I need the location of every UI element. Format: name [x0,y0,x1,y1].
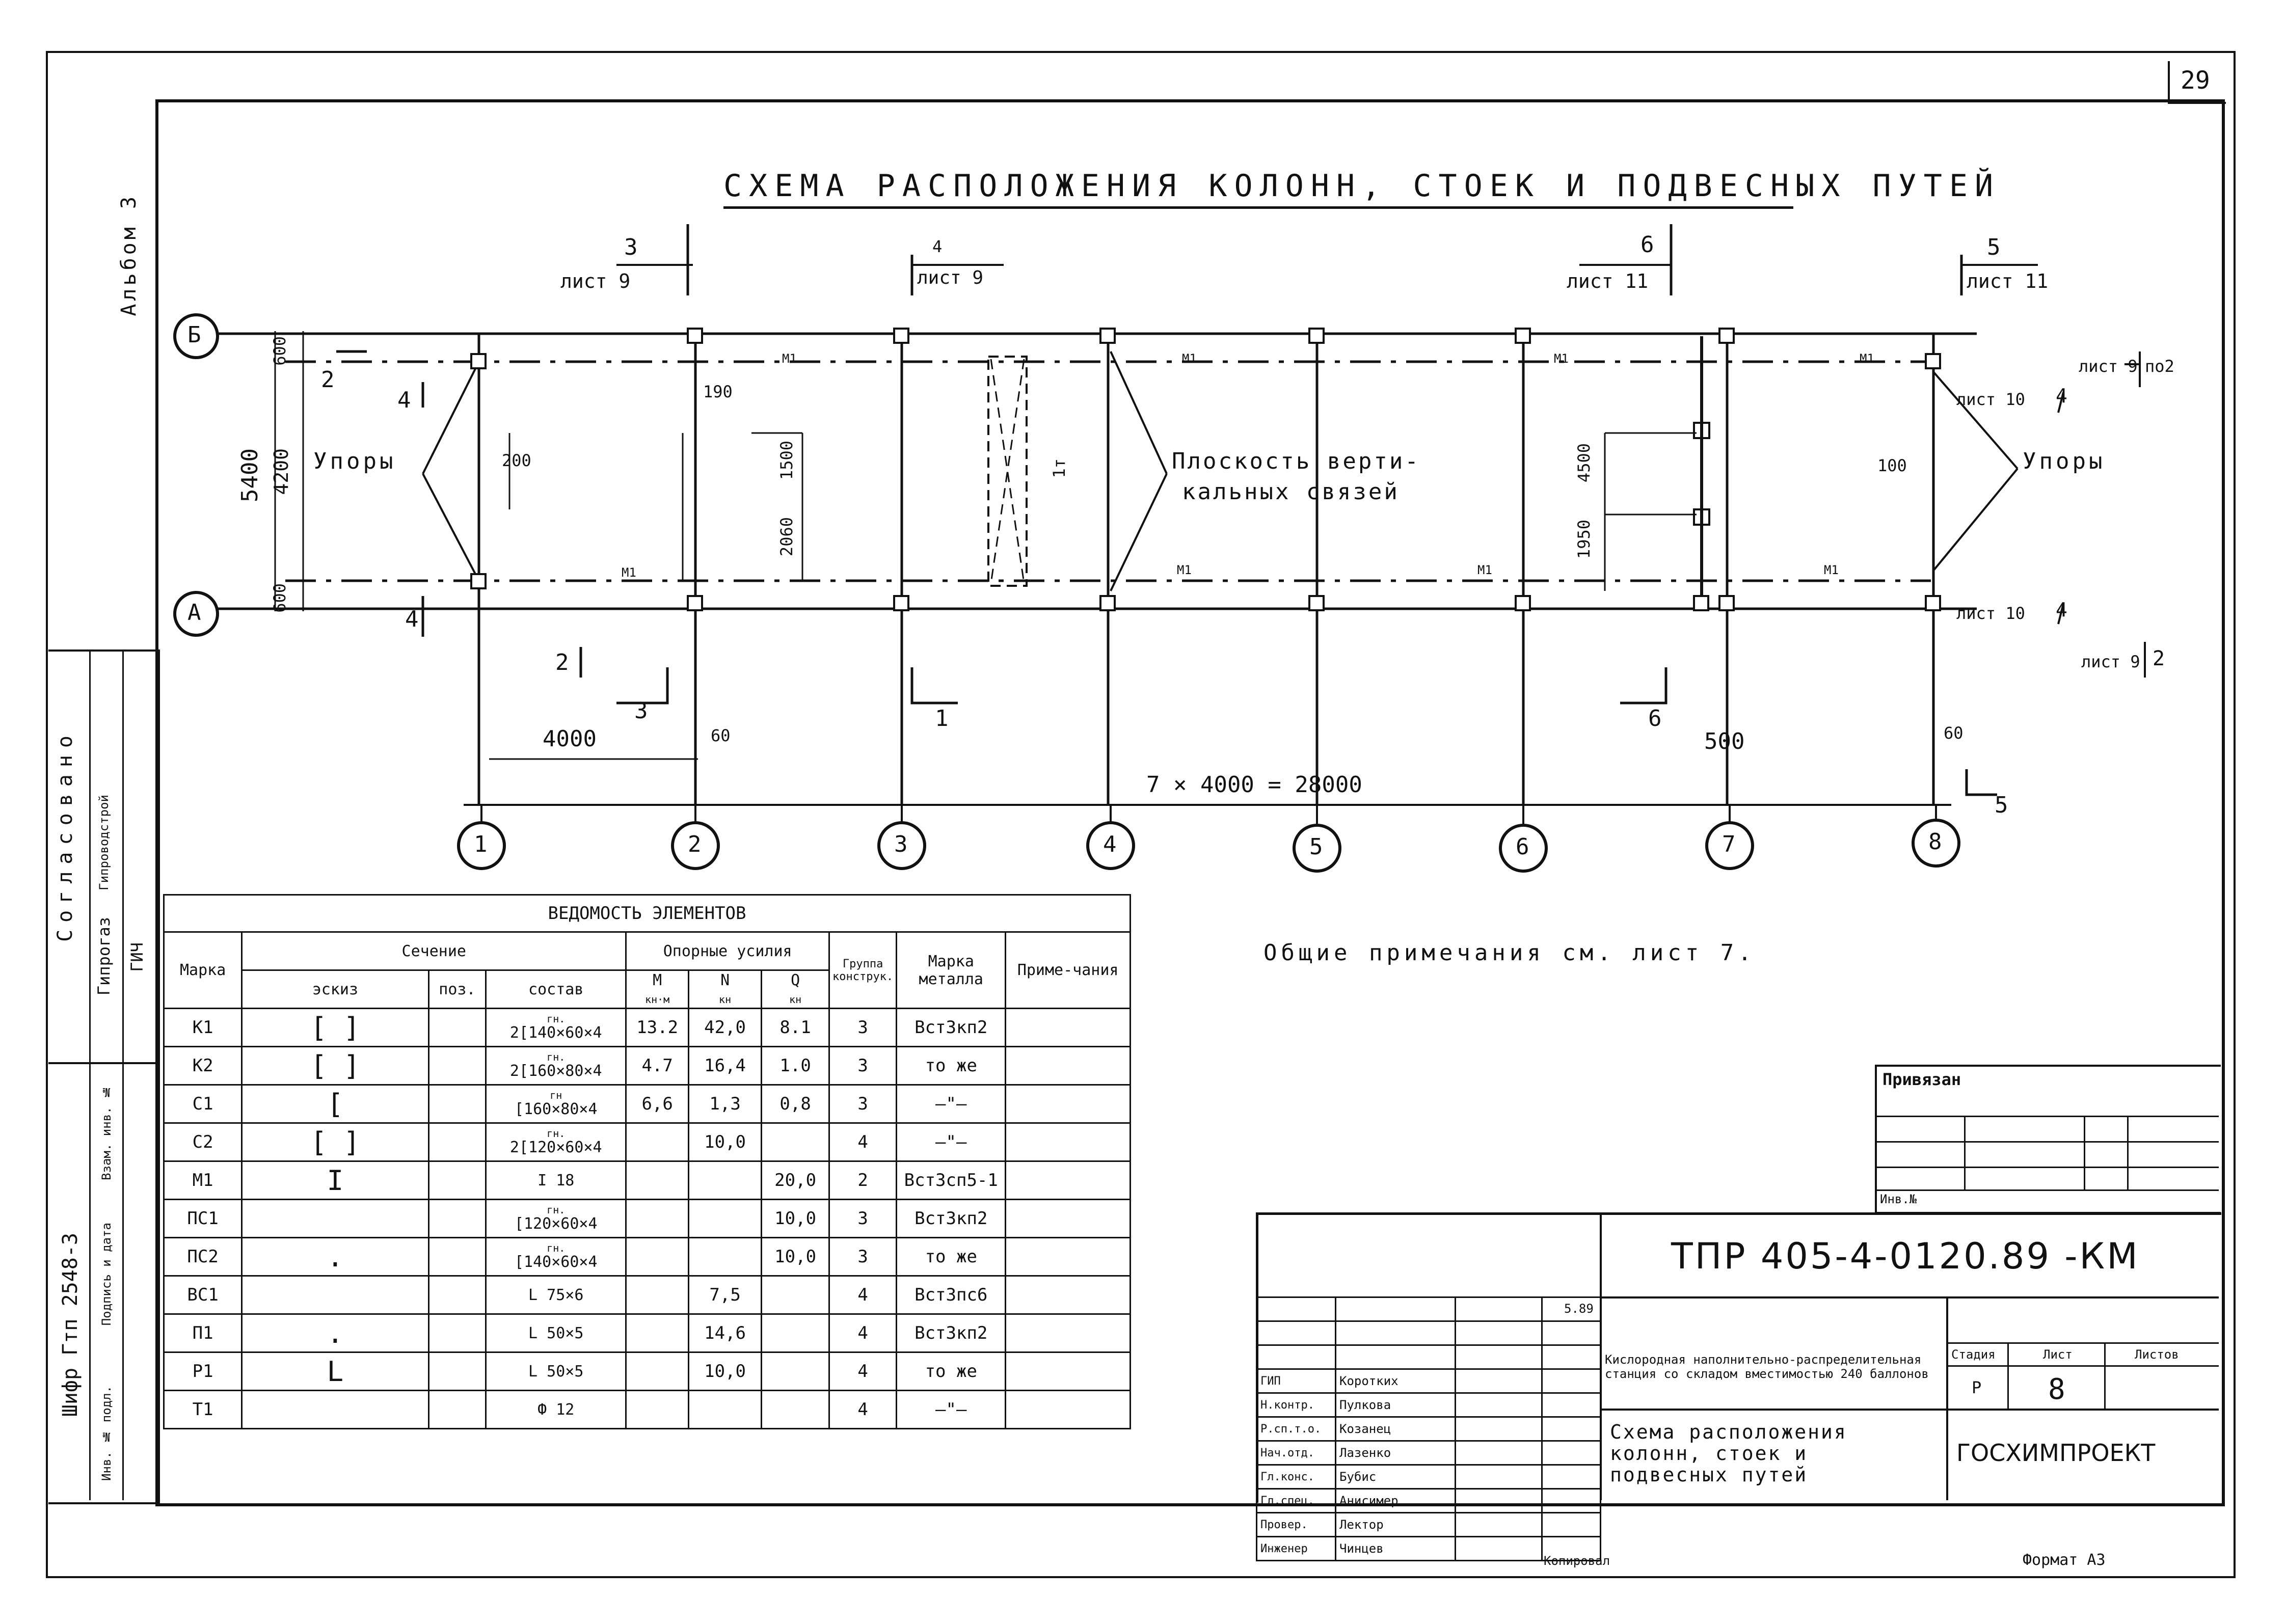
cell-n: 14,6 [689,1314,762,1352]
dim-600-top: 600 [270,336,289,366]
drawing-title: СХЕМА РАСПОЛОЖЕНИЯ КОЛОНН, СТОЕК И ПОДВЕСНЫХ ПУТЕЙ [723,168,2001,204]
cell-metal: Вст3сп5-1 [897,1161,1006,1200]
cell-g: 3 [829,1238,897,1276]
cell-metal: —"— [897,1391,1006,1429]
axis-number-1: 1 [474,831,488,857]
section-label-4-top: 4 [397,387,411,413]
cell-note [1006,1238,1131,1276]
section-sketch-icon: [ [242,1085,428,1123]
table-row [164,1352,1131,1391]
axis-number-6: 6 [1516,834,1529,860]
cell-q: 1.0 [762,1047,829,1085]
ref-4-top: 4 [2056,385,2067,407]
agreed-row-2: Гипроводстрой [97,795,111,890]
agreed-label: Согласовано [53,728,77,942]
section-label-1t: 1т [1050,458,1069,478]
signature-role: Нач.отд. [1257,1441,1336,1465]
cell-n [689,1161,762,1200]
cell-m [626,1352,689,1391]
axis-number-7: 7 [1722,831,1736,857]
section-mark-6-num: 6 [1640,232,1654,258]
comp-profile-type: гн. [547,1050,566,1063]
axis-number-5: 5 [1309,834,1323,860]
comp-profile: L 50×5 [528,1324,584,1342]
section-label-4-bottom: 4 [405,606,419,632]
cell-metal: то же [897,1352,1006,1391]
signature-mark [1456,1369,1542,1393]
cell-m [626,1391,689,1429]
section-sketch-icon: L [242,1352,428,1391]
signature-name: Лектор [1336,1513,1456,1537]
cell-metal: Вст3кп2 [897,1314,1006,1352]
th-comp: состав [486,970,626,1009]
cell-pos [428,1200,486,1238]
cell-note [1006,1161,1131,1200]
signature-name: Бубис [1336,1465,1456,1489]
comp-profile: 2[140×60×4 [509,1023,602,1042]
signature-empty-row [1257,1297,1601,1321]
cell-comp [486,1352,626,1391]
cell-n [689,1391,762,1429]
dim-500: 500 [1704,728,1745,754]
comp-profile-type: гн. [547,1012,566,1025]
section-mark-3-num: 3 [624,234,638,260]
signature-empty-row [1257,1321,1601,1345]
cell-mark: С2 [164,1123,242,1161]
comp-profile-type: гн. [547,1241,566,1254]
table-row [164,1123,1131,1161]
agreed-row-3: ГИЧ [127,942,147,972]
ref-sheet10-top: лист 10 [1956,390,2025,409]
cell-g: 4 [829,1276,897,1314]
section-label-2-top: 2 [321,367,335,393]
signature-empty-row [1257,1345,1601,1369]
drawing-code-side: Шифр Гтп 2548-3 [59,1233,82,1417]
signature-role: Гл.спец. [1257,1489,1336,1513]
cell-comp [486,1238,626,1276]
th-n: N кн [689,970,762,1009]
dim-span: 7 × 4000 = 28000 [1146,772,1362,798]
drawing-code: ТПР 405-4-0120.89 -КМ [1671,1235,2140,1277]
comp-profile: 2[120×60×4 [509,1138,602,1156]
ref-2: 2 [2153,647,2165,670]
signature-mark [1456,1513,1542,1537]
section-sketch-icon: [ ] [242,1009,428,1047]
general-notes: Общие примечания см. лист 7. [1263,940,1756,966]
comp-profile: 2[160×80×4 [509,1062,602,1080]
cell-g: 3 [829,1047,897,1085]
signature-row [1257,1489,1601,1513]
cell-metal: Вст3кп2 [897,1009,1006,1047]
comp-profile-type: гн [550,1089,562,1101]
cell-q: 0,8 [762,1085,829,1123]
cell-metal: Вст3кп2 [897,1200,1006,1238]
comp-profile-type: гн. [547,1203,566,1216]
ref-4-bottom: 4 [2056,599,2067,621]
stage-header: Стадия [1951,1347,1996,1362]
label-plane-line1: Плоскость верти- [1172,448,1420,474]
signature-role: Н.контр. [1257,1393,1336,1417]
axis-label-b: Б [187,322,201,348]
cell-pos [428,1161,486,1200]
member-mark: М1 [1477,563,1492,577]
cell-comp [486,1085,626,1123]
comp-profile: [160×80×4 [514,1100,598,1118]
th-section: Сечение [242,932,626,970]
cell-comp [486,1123,626,1161]
dim-100: 100 [1877,456,1907,475]
cell-comp [486,1314,626,1352]
cell-mark: М1 [164,1161,242,1200]
comp-profile: L 75×6 [528,1286,584,1304]
member-mark: М1 [782,351,797,366]
member-mark: М1 [622,565,636,580]
section-mark-4-sheet: лист 9 [917,267,984,288]
cell-mark: К1 [164,1009,242,1047]
cell-pos [428,1238,486,1276]
cell-n: 7,5 [689,1276,762,1314]
signature-mark [1456,1417,1542,1441]
section-sketch-icon: . [242,1314,428,1352]
inv-label: Взам. инв. № [99,1085,114,1180]
table-row [164,1009,1131,1047]
signature-row [1257,1369,1601,1393]
cell-note [1006,1391,1131,1429]
cell-note [1006,1276,1131,1314]
cell-q [762,1123,829,1161]
table-row [164,1314,1131,1352]
th-q: Q кн [762,970,829,1009]
member-mark: М1 [1824,563,1839,577]
th-sketch: эскиз [242,970,428,1009]
cell-mark: ПС1 [164,1200,242,1238]
elements-table-title: ВЕДОМОСТЬ ЭЛЕМЕНТОВ [164,895,1131,932]
cell-q: 10,0 [762,1238,829,1276]
th-m: М кн·м [626,970,689,1009]
cell-m [626,1200,689,1238]
ref-po2: по2 [2145,357,2174,376]
cell-mark: П1 [164,1314,242,1352]
cell-comp [486,1047,626,1085]
section-sketch-icon [242,1200,428,1238]
cell-pos [428,1276,486,1314]
cell-n: 10,0 [689,1123,762,1161]
comp-profile-type: гн. [547,1127,566,1140]
cell-metal: то же [897,1238,1006,1276]
signature-row [1257,1393,1601,1417]
cell-n [689,1200,762,1238]
section-label-1: 1 [935,706,949,732]
th-forces: Опорные усилия [626,932,829,970]
table-row [164,1047,1131,1085]
table-row [164,1161,1131,1200]
cell-note [1006,1123,1131,1161]
cell-g: 4 [829,1391,897,1429]
cell-mark: ВС1 [164,1276,242,1314]
section-sketch-icon [242,1276,428,1314]
cell-comp [486,1161,626,1200]
axis-number-2: 2 [688,831,702,857]
cell-pos [428,1009,486,1047]
cell-g: 3 [829,1085,897,1123]
cell-m [626,1276,689,1314]
signature-name: Чинцев [1336,1537,1456,1561]
section-sketch-icon: . [242,1238,428,1276]
comp-profile: Ф 12 [537,1400,575,1419]
cell-g: 3 [829,1009,897,1047]
signature-role: ГИП [1257,1369,1336,1393]
dim-1500: 1500 [777,441,796,480]
stamp-date: 5.89 [1564,1302,1594,1316]
th-metal: Марка металла [897,932,1006,1009]
cell-note [1006,1009,1131,1047]
member-mark: М1 [1177,563,1192,577]
comp-profile: [140×60×4 [514,1253,598,1271]
dim-4500: 4500 [1574,443,1594,483]
cell-q [762,1391,829,1429]
table-row [164,1200,1131,1238]
cell-q [762,1352,829,1391]
cell-n: 16,4 [689,1047,762,1085]
dim-60-right: 60 [1944,723,1964,743]
th-note: Приме-чания [1006,932,1131,1009]
cell-pos [428,1391,486,1429]
cell-note [1006,1047,1131,1085]
cell-mark: ПС2 [164,1238,242,1276]
axis-number-8: 8 [1928,829,1942,855]
label-stops-left: Упоры [313,448,396,474]
section-label-2-bottom: 2 [555,649,569,675]
table-row [164,1238,1131,1276]
member-mark: М1 [1554,351,1569,366]
section-mark-6-sheet: лист 11 [1567,270,1649,292]
cell-m: 4.7 [626,1047,689,1085]
org-name: ГОСХИМПРОЕКТ [1956,1439,2156,1467]
signature-role: Р.сп.т.о. [1257,1417,1336,1441]
signature-mark [1456,1393,1542,1417]
section-mark-5-num: 5 [1987,234,2001,260]
sheet-title: Схема расположения колонн, стоек и подвесных путей [1610,1421,1847,1486]
cell-m: 6,6 [626,1085,689,1123]
page-number: 29 [2181,66,2210,95]
inv-orig-label: Инв. № подл. [99,1386,114,1481]
signature-row [1257,1417,1601,1441]
signature-name: Козанец [1336,1417,1456,1441]
cell-q: 8.1 [762,1009,829,1047]
label-stops-right: Упоры [2023,448,2106,474]
section-mark-4-num: 4 [932,237,943,256]
ref-sheet9-bottom: лист 9 [2081,652,2140,671]
axis-label-a: А [187,600,201,626]
cell-g: 4 [829,1314,897,1352]
th-group: Группа конструк. [829,932,897,1009]
signature-mark [1456,1441,1542,1465]
dim-2060: 2060 [777,517,796,557]
signature-row [1257,1465,1601,1489]
ref-sheet9-top: лист 9 [2079,357,2138,376]
signature-name: Анисимер [1336,1489,1456,1513]
cell-note [1006,1200,1131,1238]
section-label-3: 3 [634,698,648,724]
signature-role: Провер. [1257,1513,1336,1537]
axis-number-4: 4 [1103,831,1117,857]
signature-role: Гл.конс. [1257,1465,1336,1489]
dim-4200: 4200 [270,448,292,495]
cell-metal: —"— [897,1123,1006,1161]
cell-m: 13.2 [626,1009,689,1047]
album-label: Альбом 3 [117,194,141,316]
signatures-table [1256,1296,1601,1561]
section-sketch-icon [242,1391,428,1429]
cell-g: 4 [829,1352,897,1391]
cell-n: 42,0 [689,1009,762,1047]
cell-m [626,1123,689,1161]
cell-m [626,1238,689,1276]
signature-name: Пулкова [1336,1393,1456,1417]
label-plane-line2: кальных связей [1182,479,1400,505]
sign-date-label: Подпись и дата [99,1223,114,1326]
member-mark: М1 [1182,351,1197,366]
cell-mark: К2 [164,1047,242,1085]
dim-200: 200 [502,451,531,470]
cell-pos [428,1314,486,1352]
cell-pos [428,1352,486,1391]
comp-profile: I 18 [537,1171,575,1189]
table-row [164,1391,1131,1429]
th-pos: поз. [428,970,486,1009]
sheet-value: 8 [2048,1373,2065,1406]
cell-n [689,1238,762,1276]
section-sketch-icon: I [242,1161,428,1200]
section-sketch-icon: [ ] [242,1047,428,1085]
cell-note [1006,1085,1131,1123]
ref-sheet10-bottom: лист 10 [1956,604,2025,623]
cell-q [762,1314,829,1352]
signature-mark [1456,1489,1542,1513]
bound-title: Привязан [1882,1070,1961,1089]
dim-600-bottom: 600 [270,583,289,613]
cell-comp [486,1276,626,1314]
section-mark-3-sheet: лист 9 [560,270,631,292]
cell-comp [486,1009,626,1047]
agreed-row-1: Гипрогаз [94,917,114,996]
cell-n: 1,3 [689,1085,762,1123]
comp-profile: L 50×5 [528,1362,584,1381]
section-sketch-icon: [ ] [242,1123,428,1161]
cell-pos [428,1123,486,1161]
comp-profile: [120×60×4 [514,1214,598,1233]
dim-1950: 1950 [1574,520,1594,559]
object-name: Кислородная наполнительно-распределительная станция со складом вместимостью 240 баллонов [1605,1352,1929,1381]
section-label-5: 5 [1995,792,2008,818]
member-mark: М1 [1860,351,1874,366]
cell-q: 20,0 [762,1161,829,1200]
cell-q: 10,0 [762,1200,829,1238]
dim-60-left: 60 [711,726,731,745]
cell-g: 4 [829,1123,897,1161]
signature-row [1257,1441,1601,1465]
sheets-header: Листов [2135,1347,2179,1362]
cell-note [1006,1314,1131,1352]
bound-inv: Инв.№ [1880,1192,1917,1206]
signature-name: Коротких [1336,1369,1456,1393]
signature-role: Инженер [1257,1537,1336,1561]
table-row [164,1085,1131,1123]
cell-mark: Р1 [164,1352,242,1391]
cell-comp [486,1391,626,1429]
cell-metal: —"— [897,1085,1006,1123]
copied-label: Копировал [1544,1554,1610,1568]
cell-m [626,1161,689,1200]
stage-value: Р [1972,1378,1982,1397]
cell-pos [428,1085,486,1123]
dim-5400: 5400 [237,448,263,502]
section-label-6: 6 [1648,706,1662,732]
signature-mark [1456,1537,1542,1561]
sheet-header: Лист [2043,1347,2073,1362]
cell-g: 2 [829,1161,897,1200]
cell-n: 10,0 [689,1352,762,1391]
cell-metal: то же [897,1047,1006,1085]
cell-g: 3 [829,1200,897,1238]
th-mark: Марка [164,932,242,1009]
cell-m [626,1314,689,1352]
cell-comp [486,1200,626,1238]
cell-note [1006,1352,1131,1391]
cell-mark: С1 [164,1085,242,1123]
signature-mark [1456,1465,1542,1489]
cell-metal: Вст3пс6 [897,1276,1006,1314]
signature-name: Лазенко [1336,1441,1456,1465]
dim-4000: 4000 [543,726,597,752]
cell-q [762,1276,829,1314]
cell-pos [428,1047,486,1085]
table-row [164,1276,1131,1314]
dim-190: 190 [703,382,733,401]
axis-number-3: 3 [894,831,908,857]
signature-row [1257,1513,1601,1537]
cell-mark: Т1 [164,1391,242,1429]
section-mark-5-sheet: лист 11 [1967,270,2049,292]
elements-table [163,894,1131,1429]
format-label: Формат А3 [2023,1551,2106,1569]
